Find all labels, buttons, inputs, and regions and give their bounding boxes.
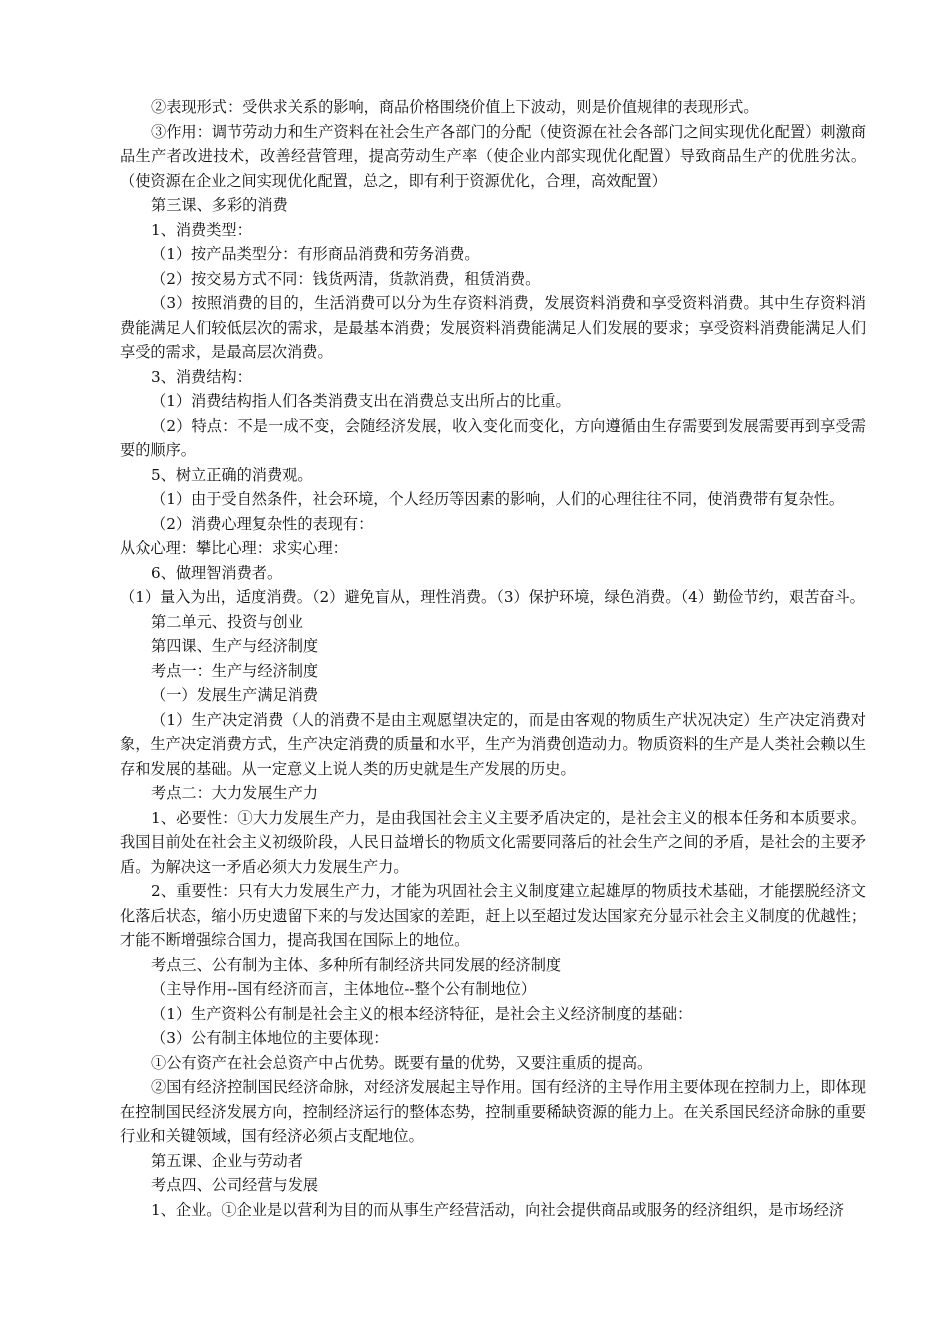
list-item: （3）公有制主体地位的主要体现： <box>151 1029 389 1047</box>
section-heading: 第二单元、投资与创业 <box>151 612 303 631</box>
list-item: ①公有资产在社会总资产中占优势。既要有量的优势，又要注重质的提高。 <box>151 1053 653 1072</box>
list-item: （1）按产品类型分：有形商品消费和劳务消费。 <box>151 245 480 263</box>
subheading: 考点二：大力发展生产力 <box>151 784 319 802</box>
paragraph: 从众心理：攀比心理：求实心理： <box>120 539 348 557</box>
subheading: 考点一：生产与经济制度 <box>151 661 319 680</box>
subheading: （一）发展生产满足消费 <box>151 686 319 704</box>
paragraph: 2、重要性：只有大力发展生产力，才能为巩固社会主义制度建立起雄厚的物质技术基础，才能摆脱经济文化落后状态，缩小历史遗留下来的与发达国家的差距，赶上以至超过发达国家充分显示社会主义制度的优越性；才能不断增强综合国力，提高我国在国际上的地位。 <box>120 882 866 949</box>
paragraph: ③作用：调节劳动力和生产资料在社会生产各部门的分配（使资源在社会各部门之间实现优化配置）刺激商品生产者改进技术，改善经营管理，提高劳动生产率（使企业内部实现优化配置）导致商品生产的优胜劣汰。（使资源在企业之间实现优化配置，总之，即有利于资源优化，合理，高效配置） <box>120 122 866 190</box>
paragraph: （主导作用--国有经济而言，主体地位--整个公有制地位） <box>151 980 537 998</box>
paragraph: ②表现形式：受供求关系的影响，商品价格围绕价值上下波动，则是价值规律的表现形式。 <box>151 98 759 116</box>
section-heading: 第五课、企业与劳动者 <box>151 1151 303 1170</box>
paragraph: （1）量入为出，适度消费。（2）避免盲从，理性消费。（3）保护环境，绿色消费。（4）勤俭节约，艰苦奋斗。 <box>120 588 865 606</box>
subheading: 考点四、公司经营与发展 <box>151 1176 319 1194</box>
paragraph: 1、必要性：①大力发展生产力，是由我国社会主义主要矛盾决定的，是社会主义的根本任务和本质要求。我国目前处在社会主义初级阶段，人民日益增长的物质文化需要同落后的社会生产之间的矛盾，是社会的主要矛盾。为解决这一矛盾必须大力发展生产力。 <box>120 808 866 876</box>
section-heading: 第三课、多彩的消费 <box>151 196 288 214</box>
list-item: （2）特点：不是一成不变，会随经济发展，收入变化而变化，方向遵循由生存需要到发展需要再到享受需要的顺序。 <box>120 416 866 459</box>
subheading: 3、消费结构： <box>151 367 252 386</box>
list-item: （1）由于受自然条件，社会环境，个人经历等因素的影响，人们的心理往往不同，使消费带有复杂性。 <box>151 490 845 508</box>
list-item: （2）按交易方式不同：钱货两清，货款消费，租赁消费。 <box>151 269 541 288</box>
paragraph: （1）生产决定消费（人的消费不是由主观愿望决定的，而是由客观的物质生产状况决定）生产决定消费对象，生产决定消费方式，生产决定消费的质量和水平，生产为消费创造动力。物质资料的生产是人类社会赖以生存和发展的基础。从一定意义上说人类的历史就是生产发展的历史。 <box>120 710 866 778</box>
subheading: 1、消费类型： <box>151 220 252 239</box>
subheading: 考点三、公有制为主体、多种所有制经济共同发展的经济制度 <box>151 955 562 974</box>
section-heading: 第四课、生产与经济制度 <box>151 637 319 655</box>
list-item: （1）消费结构指人们各类消费支出在消费总支出所占的比重。 <box>151 392 571 410</box>
subheading: 6、做理智消费者。 <box>151 563 283 582</box>
list-item: （2）消费心理复杂性的表现有： <box>151 514 374 533</box>
list-item: （1）生产资料公有制是社会主义的根本经济特征，是社会主义经济制度的基础： <box>151 1004 693 1023</box>
paragraph: 1、企业。①企业是以营利为目的而从事生产经营活动，向社会提供商品或服务的经济组织，是市场经济 <box>151 1200 845 1219</box>
list-item: （3）按照消费的目的，生活消费可以分为生存资料消费，发展资料消费和享受资料消费。其中生存资料消费能满足人们较低层次的需求，是最基本消费；发展资料消费能满足人们发展的要求；享受资料消费能满足人们享受的需求，是最高层次消费。 <box>120 294 866 361</box>
list-item: ②国有经济控制国民经济命脉，对经济发展起主导作用。国有经济的主导作用主要体现在控制力上，即体现在控制国民经济发展方向，控制经济运行的整体态势，控制重要稀缺资源的能力上。在关系国民经济命脉的重要行业和关键领域，国有经济必须占支配地位。 <box>120 1078 866 1145</box>
subheading: 5、树立正确的消费观。 <box>151 465 313 484</box>
